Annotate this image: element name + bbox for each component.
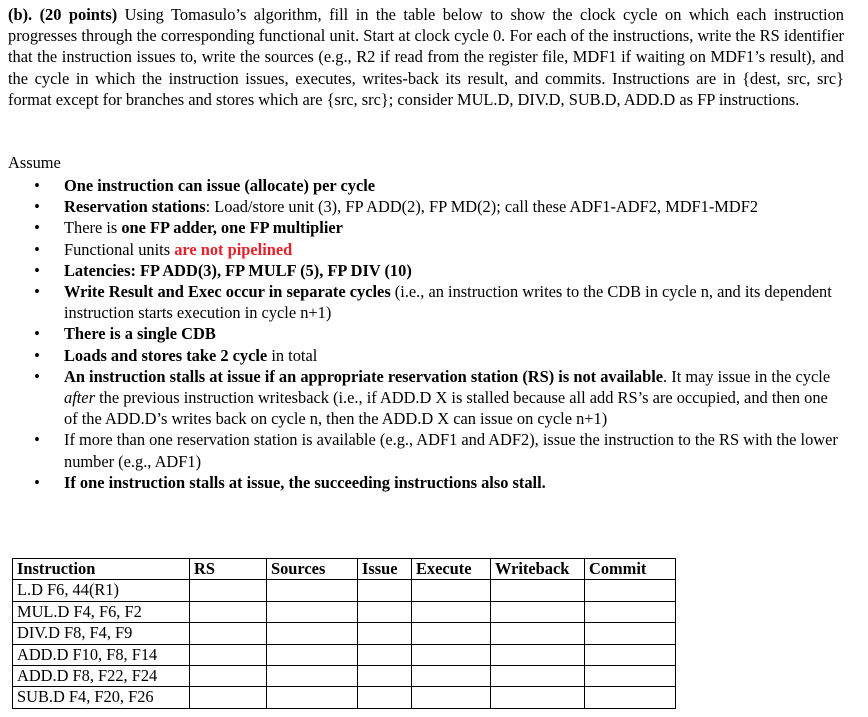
bullet-dot-icon: • (34, 282, 40, 302)
commit-cell[interactable] (585, 665, 676, 686)
table-row (13, 644, 676, 665)
execute-cell[interactable] (412, 665, 491, 686)
sources-cell[interactable] (267, 687, 358, 708)
problem-text: Using Tomasulo’s algorithm, fill in the table below to show the clock cycle on which each instruction progresses through the corresponding functional unit. Start at clock cycle 0. For each of the instructions, write the RS identifier that the instruction issues to, write the sources (e.g., R2 if read from the register file, MDF1 if waiting on MDF1’s result), and the cycle in which the instruction issues, executes, writes-back its result, and commits. Instructions are in {dest, src, src} format except for branches and stores which are {src, src}; consider MUL.D, DIV.D, SUB.D, ADD.D as FP instructions. (8, 5, 844, 109)
problem-label: (b). (20 points) (8, 5, 118, 24)
execute-cell[interactable] (412, 601, 491, 622)
assumption-item: • Loads and stores take 2 cycle in total (32, 345, 844, 366)
instruction-cell: MUL.D F4, F6, F2 (13, 601, 190, 622)
writeback-cell[interactable] (491, 687, 585, 708)
bullet-dot-icon: • (34, 239, 40, 259)
writeback-cell[interactable] (491, 644, 585, 665)
table-row (13, 601, 676, 622)
bullet-dot-icon: • (34, 176, 40, 195)
issue-cell[interactable] (358, 644, 412, 665)
header-instruction: Instruction (13, 559, 190, 580)
rs-cell[interactable] (190, 601, 267, 622)
rs-cell[interactable] (190, 580, 267, 601)
bullet-dot-icon: • (34, 260, 40, 280)
execute-cell[interactable] (412, 644, 491, 665)
bullet-dot-icon: • (34, 218, 40, 238)
assumption-item: • Write Result and Exec occur in separate cycles (i.e., an instruction writes to the CDB in cycle n, and its dependent instruction starts execution in cycle n+1) (32, 281, 844, 323)
writeback-cell[interactable] (491, 665, 585, 686)
rs-cell[interactable] (190, 623, 267, 644)
issue-cell[interactable] (358, 580, 412, 601)
bullet-dot-icon: • (34, 472, 40, 492)
issue-cell[interactable] (358, 601, 412, 622)
commit-cell[interactable] (585, 623, 676, 644)
problem-statement (8, 4, 844, 110)
issue-cell[interactable] (358, 665, 412, 686)
issue-cell[interactable] (358, 687, 412, 708)
writeback-cell[interactable] (491, 580, 585, 601)
table-row (13, 687, 676, 708)
execute-cell[interactable] (412, 623, 491, 644)
assumption-item: • If more than one reservation station is available (e.g., ADF1 and ADF2), issue the instruction to the RS with the lower number (e.g., ADF1) (32, 429, 844, 471)
sources-cell[interactable] (267, 665, 358, 686)
commit-cell[interactable] (585, 580, 676, 601)
assumption-item: • An instruction stalls at issue if an appropriate reservation station (RS) is not available. It may issue in the cycle after the previous instruction writesback (i.e., if ADD.D X is stalled because all add RS’s are occupied, and then one of the ADD.D’s writes back on cycle n, then the ADD.D X can issue on cycle n+1) (32, 366, 844, 430)
assume-heading: Assume (8, 153, 61, 172)
assumption-item: • Latencies: FP ADD(3), FP MULF (5), FP DIV (10) (32, 260, 844, 281)
assumption-item: • If one instruction stalls at issue, the succeeding instructions also stall. (32, 472, 844, 493)
header-rs: RS (190, 559, 267, 580)
bullet-dot-icon: • (34, 345, 40, 365)
writeback-cell[interactable] (491, 601, 585, 622)
bullet-dot-icon: • (34, 324, 40, 344)
sources-cell[interactable] (267, 644, 358, 665)
execute-cell[interactable] (412, 580, 491, 601)
assumption-item: • There is one FP adder, one FP multiplier (32, 217, 844, 238)
commit-cell[interactable] (585, 687, 676, 708)
assumption-item: • Reservation stations: Load/store unit (3), FP ADD(2), FP MD(2); call these ADF1-ADF2, MDF1-MDF2 (32, 196, 844, 217)
table-row (13, 665, 676, 686)
assumption-item: • Functional units are not pipelined (32, 239, 844, 260)
instruction-cell: SUB.D F4, F20, F26 (13, 687, 190, 708)
assumption-list (32, 175, 844, 493)
commit-cell[interactable] (585, 601, 676, 622)
header-execute: Execute (412, 559, 491, 580)
instruction-cell: ADD.D F10, F8, F14 (13, 644, 190, 665)
instruction-cell: DIV.D F8, F4, F9 (13, 623, 190, 644)
header-sources: Sources (267, 559, 358, 580)
execute-cell[interactable] (412, 687, 491, 708)
assumption-item: • One instruction can issue (allocate) per cycle (32, 175, 844, 196)
table-row (13, 580, 676, 601)
rs-cell[interactable] (190, 687, 267, 708)
sources-cell[interactable] (267, 601, 358, 622)
instruction-cell: ADD.D F8, F22, F24 (13, 665, 190, 686)
sources-cell[interactable] (267, 623, 358, 644)
bullet-dot-icon: • (34, 430, 40, 450)
issue-cell[interactable] (358, 623, 412, 644)
commit-cell[interactable] (585, 644, 676, 665)
header-issue: Issue (358, 559, 412, 580)
bullet-dot-icon: • (34, 197, 40, 217)
table-header-row (13, 559, 676, 580)
instruction-cell: L.D F6, 44(R1) (13, 580, 190, 601)
rs-cell[interactable] (190, 644, 267, 665)
bullet-dot-icon: • (34, 366, 40, 386)
table-row (13, 623, 676, 644)
red-emphasis: are not pipelined (174, 239, 293, 259)
header-commit: Commit (585, 559, 676, 580)
sources-cell[interactable] (267, 580, 358, 601)
assumption-item: • There is a single CDB (32, 323, 844, 344)
rs-cell[interactable] (190, 665, 267, 686)
answer-table (12, 558, 676, 709)
header-writeback: Writeback (491, 559, 585, 580)
writeback-cell[interactable] (491, 623, 585, 644)
